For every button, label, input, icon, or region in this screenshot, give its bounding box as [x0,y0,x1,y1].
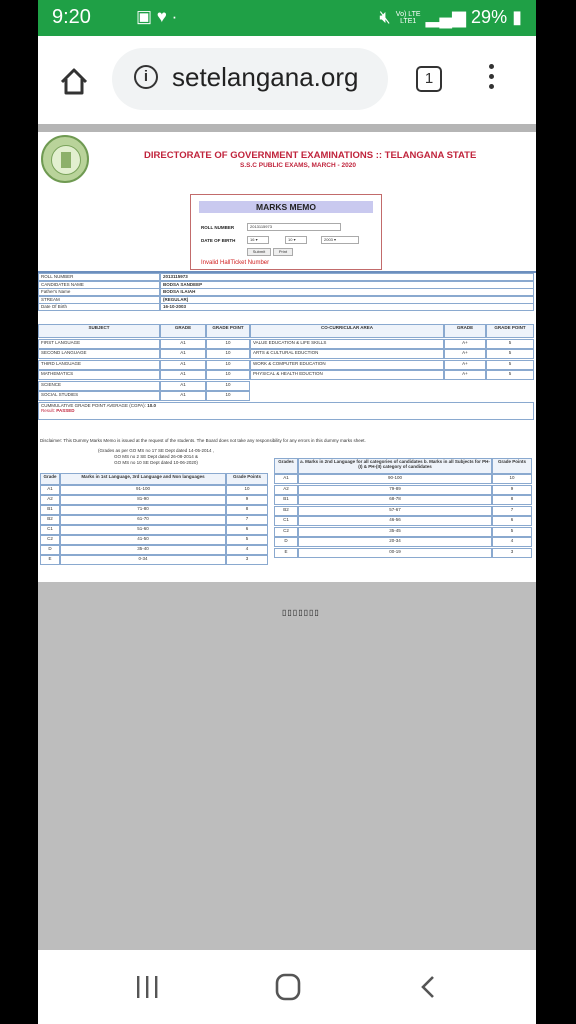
student-field-value: 2013115973 [160,273,534,281]
grade-cell: C2 [40,535,60,545]
marks-memo-form [190,194,382,270]
grade-points-cell: 4 [492,537,532,547]
subject-name: THIRD LANGUAGE [38,360,160,370]
grade-cell: B2 [274,506,298,516]
grade-cell: C1 [274,516,298,526]
page-title: DIRECTORATE OF GOVERNMENT EXAMINATIONS :: TELANGANA STATE [144,150,477,161]
grade-cell: E [40,555,60,565]
marks-range-cell: 46-56 [298,516,492,526]
subject-grade: A1 [160,349,206,359]
subject-grade: A1 [160,360,206,370]
address-bar[interactable] [112,48,388,110]
subject-grade-point: 10 [206,391,250,401]
grade-points-cell: 8 [226,505,268,515]
marks-range-cell: 91-100 [60,485,226,495]
phone-screen [38,0,536,1024]
result-label: Result: [41,408,56,413]
marks-range-cell: 00-19 [298,548,492,558]
page-top-strip [38,124,536,132]
grades-note: (Grades as per GO MS no 17 SE Dept dated 14-05-2014 , GO MS no 2 SE Dept dated 26-08-2014 & GO MS no 10 SE Dept dated 10-06-2020) [97,448,215,465]
marks-range-cell: 57-67 [298,506,492,516]
student-field-label: STREAM [38,296,160,304]
grade-points-cell: 9 [492,485,532,495]
error-message: Invalid HallTicket Number [201,260,270,266]
subject-grade: A1 [160,339,206,349]
student-field-value: BODSA SANDEEP [160,281,534,289]
student-field-label: CANDIDATES NAME [38,281,160,289]
result-value: PASSED [56,408,75,413]
grade-cell: A1 [40,485,60,495]
battery-level: 29% [471,7,508,27]
marks-range-cell: 90-100 [298,474,492,484]
grade-cell: E [274,548,298,558]
co-curricular-grade: A+ [444,339,486,349]
co-curricular-area: WORK & COMPUTER EDUCATION [250,360,444,370]
dob-day-select[interactable]: 16 ▾ [247,236,269,244]
subject-grade-point: 10 [206,381,250,391]
grade-points-col-header: Grade Points [226,473,268,485]
roll-number-input[interactable]: 2013115973 [247,223,341,231]
system-icons [379,7,522,28]
grade-points-cell: 7 [492,506,532,516]
co-curricular-grade-point: 5 [486,349,534,359]
subject-name: MATHEMATICS [38,370,160,380]
marks-range-cell: 68-78 [298,495,492,505]
grade-points-cell: 4 [226,545,268,555]
marks-col-header: Marks in 1st Language, 3rd Language and Non languages [60,473,226,485]
grade-cell: B1 [40,505,60,515]
date-of-birth-label: DATE OF BIRTH [201,238,236,243]
print-button[interactable]: Print [273,248,293,256]
student-field-label: ROLL NUMBER [38,273,160,281]
url-text[interactable]: setelangana.org [172,62,359,92]
subject-grade-point: 10 [206,370,250,380]
co-curricular-area: ARTS & CULTURAL EDUCTION [250,349,444,359]
mute-icon: 🔇︎ [379,7,391,27]
co-curricular-area: VALUE EDUCATION & LIFE SKILLS [250,339,444,349]
marks-range-cell: 71-80 [60,505,226,515]
status-time: 9:20 [52,6,91,28]
grade-points-cell: 6 [226,525,268,535]
marks-range-cell: 35-40 [60,545,226,555]
recent-apps-icon[interactable] [134,974,160,1000]
grade-points-col-header: Grade Points [492,458,532,474]
grade-cell: A2 [40,495,60,505]
subject-header: SUBJECT [38,324,160,338]
marks-range-cell: 81-90 [60,495,226,505]
grade-points-cell: 3 [492,548,532,558]
subject-grade: A1 [160,381,206,391]
co-curricular-grade-point: 5 [486,339,534,349]
memo-heading: MARKS MEMO [199,201,373,213]
co-curricular-grade: A+ [444,349,486,359]
grade-points-cell: 6 [492,516,532,526]
subject-grade: A1 [160,391,206,401]
grade-cell: C2 [274,527,298,537]
web-page [38,132,536,582]
back-nav-icon[interactable] [418,974,438,1000]
grade-cell: D [40,545,60,555]
co-curricular-grade-point: 5 [486,370,534,380]
subject-name: SCIENCE [38,381,160,391]
co-curricular-grade: A+ [444,360,486,370]
marks-2nd-lang-col-header: a. Marks in 2nd Language for all categories of candidates b. Marks in all Subjects for PH-(I) & PH-(II) category of candidates [298,458,492,474]
tab-switcher-button[interactable]: 1 [416,66,442,92]
grade-points-cell: 7 [226,515,268,525]
cgpa-label: CUMMULATIVE GRADE POINT AVERAGE (CGPA): [41,403,146,408]
grade-points-cell: 9 [226,495,268,505]
marks-range-cell: 41-50 [60,535,226,545]
student-field-value: 16-10-2003 [160,303,534,311]
dot-icon: · [171,7,178,26]
grade-cell: B1 [274,495,298,505]
subject-grade-point: 10 [206,349,250,359]
grade-col-header: Grade [40,473,60,485]
co-grade-point-header: GRADE POINT [486,324,534,338]
gallery-icon: ▣ [136,7,153,26]
student-field-value: BODSA ILAIAH [160,288,534,296]
dob-month-select[interactable]: 10 ▾ [285,236,307,244]
subject-name: FIRST LANGUAGE [38,339,160,349]
grade-points-cell: 8 [492,495,532,505]
subject-name: SECOND LANGUAGE [38,349,160,359]
submit-button[interactable]: Submit [247,248,271,256]
telangana-emblem-logo [41,135,89,183]
grade-cell: B2 [40,515,60,525]
signal-icon: ▂▄▆ [425,7,467,27]
status-bar [38,0,536,36]
dob-year-select[interactable]: 2003 ▾ [321,236,359,244]
home-nav-icon[interactable] [274,972,302,1002]
grade-points-cell: 5 [492,527,532,537]
garbled-text: ▯▯▯▯▯▯▯ [282,608,320,617]
marks-range-cell: 79-89 [298,485,492,495]
subject-grade-point: 10 [206,360,250,370]
disclaimer-text: Disclaimer: This Dummy Marks Memo is issued at the request of the students. The Board does not take any responsibility for any errors in this dummy marks sheet. [40,438,366,443]
marks-range-cell: 61-70 [60,515,226,525]
marks-range-cell: 20-34 [298,537,492,547]
cgpa-row [38,402,534,420]
blank-page-area [38,582,536,950]
co-grade-header: GRADE [444,324,486,338]
overflow-menu-icon[interactable] [486,64,496,94]
notification-icons [136,7,177,27]
co-curricular-grade-point: 5 [486,360,534,370]
student-field-label: Date Of Birth [38,303,160,311]
grade-cell: A1 [274,474,298,484]
subject-name: SOCIAL STUDIES [38,391,160,401]
info-icon[interactable]: i [134,65,158,89]
marks-range-cell: 35-45 [298,527,492,537]
roll-number-label: ROLL NUMBER [201,225,235,230]
grade-cell: A2 [274,485,298,495]
subject-grade: A1 [160,370,206,380]
browser-toolbar [38,36,536,124]
grade-points-cell: 3 [226,555,268,565]
subject-grade-point: 10 [206,339,250,349]
cgpa-value: 10.0 [147,403,156,408]
co-curricular-grade: A+ [444,370,486,380]
marks-range-cell: 51-60 [60,525,226,535]
volte-indicator: Vo) LTE LTE1 [395,11,421,26]
heart-icon: ♥ [156,7,167,26]
student-field-value: (REGULAR) [160,296,534,304]
grade-cell: C1 [40,525,60,535]
co-curricular-header: CO-CURRICULAR AREA [250,324,444,338]
grade-point-header: GRADE POINT [206,324,250,338]
grade-points-cell: 10 [226,485,268,495]
grades-col-header: Grades [274,458,298,474]
grade-points-cell: 10 [492,474,532,484]
home-icon[interactable] [54,62,94,102]
student-field-label: Father's Name [38,288,160,296]
grade-header: GRADE [160,324,206,338]
android-nav-bar [38,950,536,1024]
co-curricular-area: PHYSICAL & HEALTH EDUCTION [250,370,444,380]
grade-points-cell: 5 [226,535,268,545]
page-subtitle: S.S.C PUBLIC EXAMS, MARCH - 2020 [240,162,356,169]
grade-cell: D [274,537,298,547]
marks-range-cell: 0-34 [60,555,226,565]
battery-icon: ▮ [512,7,522,27]
